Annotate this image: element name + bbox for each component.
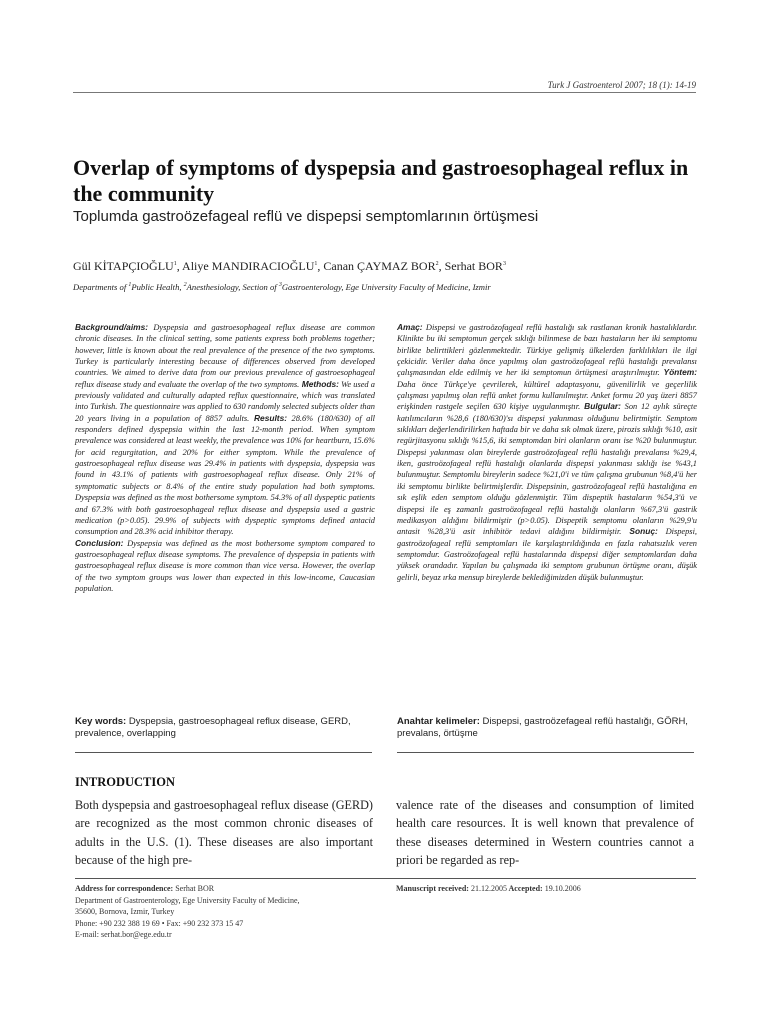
correspondence-address: [75, 883, 375, 941]
affiliation-dept: Public Health,: [131, 281, 184, 292]
author-name: Serhat BOR: [444, 259, 503, 273]
author-affiliation-mark: 1: [314, 261, 318, 267]
abstract-methods-text: We used a previously validated and culturally adapted reflux questionnaire, which was translated into Turkish. The questionnaire was applied to 630 randomly selected subjects older than 20 years living in a population of 8857 adults.: [75, 379, 375, 423]
phone-fax-line: Phone: +90 232 388 19 69 • Fax: +90 232 373 15 47: [75, 918, 244, 928]
correspondence-name: Serhat BOR: [173, 884, 215, 893]
author-affiliation-mark: 3: [502, 261, 506, 267]
author-separator: ,: [176, 259, 183, 273]
correspondence-line: [75, 883, 375, 895]
author-separator: ,: [317, 259, 324, 273]
article-subtitle-turkish: Toplumda gastroözefageal reflü ve dispepsi semptomlarının örtüşmesi: [73, 208, 539, 225]
keywords-text: Dyspepsia, gastroesophageal reflux disease, GERD, prevalence, overlapping: [75, 716, 351, 739]
abstract-amac-label: Amaç:: [397, 322, 423, 332]
affiliation-mark: 2: [183, 282, 187, 288]
received-date: 21.12.2005: [468, 884, 507, 893]
accepted-label: Accepted:: [506, 884, 543, 893]
manuscript-dates: [396, 883, 696, 895]
keywords-english: [75, 716, 375, 739]
affiliation-dept: Anesthesiology, Section of: [186, 281, 279, 292]
affiliation-dept: Gastroenterology, Ege University Faculty of Medicine, Izmir: [281, 281, 491, 292]
received-label: Manuscript received:: [396, 884, 469, 893]
affiliation-mark: 1: [128, 282, 132, 288]
email-line: E-mail: serhat.bor@ege.edu.tr: [75, 930, 172, 940]
abstract-background-text: Dyspepsia and gastroesophageal reflux disease are common chronic diseases. In the clinical setting, some patients express both problems together; however, little is known about the real prevalence of the presence of the two symptoms. Turkey is particularly interesting because of differences observed from developed countries. We aimed to derive data from our previous prevalence of gastroesophageal reflux disease study and evaluate the overlap of the two symptoms.: [75, 323, 375, 389]
keywords-text: Dispepsi, gastroözefageal reflü hastalığı, GÖRH, prevalans, örtüşme: [397, 716, 688, 739]
keywords-label: Anahtar kelimeler:: [397, 716, 480, 727]
abstract-conclusion-label: Conclusion:: [75, 537, 124, 548]
address-line: Department of Gastroenterology, Ege University Faculty of Medicine,: [75, 895, 300, 905]
address-line: 35600, Bornova, Izmir, Turkey: [75, 907, 175, 917]
abstract-conclusion-text: Dyspepsia was defined as the most bothersome symptom compared to gastroesophageal reflux disease symptoms. The prevalence of dyspepsia in patients with gastroesophageal reflux disease is more common than vice versa. However, the overlap of the two symptom groups was lower than expected in this low-income, Caucasian population.: [75, 538, 375, 593]
introduction-text-left: Both dyspepsia and gastroesophageal reflux disease (GERD) are recognized as the most common chronic diseases of adults in the U.S. (1). These diseases are also important because of the high pre-: [75, 798, 373, 867]
abstract-turkish: [397, 322, 697, 583]
author-name: Aliye MANDIRACIOĞLU: [182, 259, 315, 273]
keywords-rule: [397, 752, 694, 753]
abstract-results-text: 28.6% (180/630) of all responders defined dyspepsia within the last 12-month period. When symptom prevalence was considered at least weekly, the prevalence was 10% for heartburn, 15.6% for acid regurgitation, and 20% for either symptom. While the prevalence of gastroesophageal reflux disease was 29.4% in patients with dyspepsia, dyspepsia was found in 43.1% of patients with gastroesophageal reflux disease. Only 21% of symptomatic subjects or 8.4% of the entire study population had both symptoms. Dyspepsia was defined as the most bothersome symptom. 54.3% of all dyspeptic patients and 67.3% with both gastroesophageal reflux disease and dyspepsia used a gastric medication (p>0.05). 29.9% of subjects with dyspeptic symptoms defined antacid consumption and 28.3% acid inhibitor therapy.: [75, 413, 375, 537]
abstract-sonuc-label: Sonuç:: [621, 526, 658, 537]
abstract-methods-label: Methods:: [299, 378, 339, 389]
author-affiliation-mark: 2: [435, 261, 439, 267]
abstract-bulgular-label: Bulgular:: [580, 401, 621, 412]
abstract-sonuc-text: Dispepsi, gastroözofageal reflü semptomları ile karşılaştırıldığında en fazla rahatsızlık veren semptomdur. Gastroözofageal reflü hastalarında dispepsi diğer semptomlardan daha yüksek orandadır. Yapılan bu çalışmada iki semptom grubunun örtüşme oranı, düşük gelirli, beyaz ırka mensup bireylerde beklediğimizden düşük bulunmuştur.: [397, 527, 697, 582]
header-rule: [73, 92, 696, 93]
affiliation-mark: 3: [278, 282, 282, 288]
keywords-rule: [75, 752, 372, 753]
introduction-heading: INTRODUCTION: [75, 775, 176, 789]
author-list: [73, 257, 713, 274]
abstract-english: [75, 322, 375, 594]
abstract-yontem-text: Daha önce Türkçe'ye çevrilerek, kültürel adaptasyonu, güvenilirlik ve geçerlilik çalışması yapılmış olan reflü anket formu kullanılmıştır. Anket formu 20 yaş üzeri 8857 erişkinden rastgele seçilen 630 kişiye uygulanmıştır.: [397, 379, 697, 412]
article-title: Overlap of symptoms of dyspepsia and gastroesophageal reflux in the community: [73, 155, 689, 206]
abstract-background-label: Background/aims:: [75, 322, 149, 332]
affiliation-prefix: Departments of: [73, 281, 129, 292]
abstract-bulgular-text: Son 12 aylık süreçte katılımcıların %28,6 (180/630)'sı dispepsi yakınması olduğunu belirtmiştir. Semptom sıklıkları değerlendirilirken haftada bir ve daha sık olmak üzere, pirozis sıklığı %10, asit regürjitasyonu sıklığı %15,6, iki semptomdan biri olanların oranı ise %20 bulunmuştur. Dispepsi yakınması olan bireylerde gastroözofageal reflü hastalığı prevalansı %29,4, iken, gastroözofageal reflü hastalığı olanlarda dispepsi yakınması sıklığı ise %43,1 bulunmuştur. Semptomlu bireylerin sadece %21,0'i ve tüm çalışma grubunun %8,4'ü her iki semptomu birlikte belirtmişlerdir. Dispepsinin, gastroözofageal reflü hastalığına en sık eşlik eden semptom olduğu gözlenmiştir. Tüm dispeptik hastaların %54,3'ü ve dispepsi ile eş zamanlı gastroözofageal reflü hastalığı olanların %67,3'ü gastrik medikasyon aldığını bildirmiştir (p>0.05). Dispeptik semptomu olanların %29,9'u antasit %28,3'ü asit inhibitör tedavi aldığını bildirmiştir.: [397, 402, 697, 537]
author-affiliation-mark: 1: [173, 261, 177, 267]
keywords-turkish: [397, 716, 697, 739]
author-name: Canan ÇAYMAZ BOR: [323, 259, 436, 273]
abstract-results-label: Results:: [249, 412, 288, 423]
affiliations: [73, 280, 713, 293]
author-separator: ,: [438, 259, 445, 273]
footer-rule: [75, 878, 696, 879]
keywords-label: Key words:: [75, 716, 127, 727]
abstract-yontem-label: Yöntem:: [659, 367, 697, 378]
abstract-amac-text: Dispepsi ve gastroözofageal reflü hastalığı sık rastlanan kronik hastalıklardır. Klinikte bu iki semptomun gerçek sıklığı bilinmese de bazı hastaların her iki semptomu birlikte belirttikleri gözlenmektedir. Türkiye gelişmiş ülkelerden farklılıkları ile ilgi çekicidir. Veriler daha önce yapılmış olan gastroözofageal reflü hastalığı prevalansı çalışmasından elde edilmiş ve her iki semptomun örtüşmesi araştırılmıştır.: [397, 323, 697, 378]
correspondence-label: Address for correspondence:: [75, 884, 174, 893]
accepted-date: 19.10.2006: [542, 884, 581, 893]
introduction-text-right: valence rate of the diseases and consumption of limited health care resources. It is well known that prevalence of these diseases determined in Western countries cannot a priori be regarded as rep-: [396, 798, 694, 867]
author-name: Gül KİTAPÇIOĞLU: [73, 259, 174, 273]
journal-reference: Turk J Gastroenterol 2007; 18 (1): 14-19: [547, 80, 696, 90]
